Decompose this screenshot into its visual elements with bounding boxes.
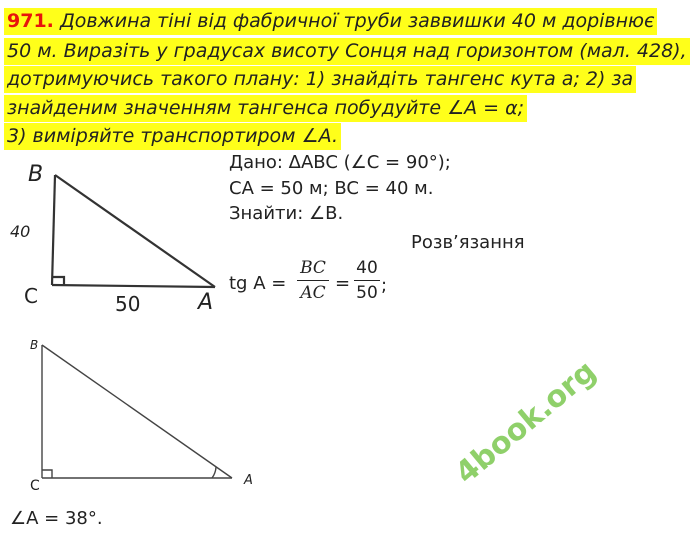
sketch1-label-c: C [24, 284, 38, 308]
sketch1-label-50: 50 [115, 292, 141, 316]
angle-arc [212, 467, 216, 478]
find-line: Знайти: ∠B. [229, 203, 344, 224]
equals-sign: = [335, 273, 351, 294]
sketch1-label-b: B [28, 162, 44, 187]
sketch1-label-a: A [198, 290, 214, 315]
side-ab [55, 175, 215, 287]
problem-line-5: 3) виміряйте транспортиром ∠A. [4, 123, 341, 150]
problem-line-4: знайденим значенням тангенса побудуйте ∠A = α; [4, 95, 527, 122]
side-bc [52, 175, 55, 285]
problem-line-1: 971. Довжина тіні від фабричної труби заввишки 40 м дорівнює [4, 8, 657, 35]
problem-number: 971. [7, 10, 54, 32]
sketch2-label-c: C [30, 478, 40, 494]
sketch-triangle-constructed [0, 335, 270, 505]
semicolon: ; [381, 275, 388, 296]
right-angle-mark [52, 277, 64, 285]
sketch1-label-40: 40 [10, 222, 31, 241]
given-line-1: Дано: ΔABC (∠C = 90°); [229, 152, 451, 173]
side-ca [52, 285, 215, 287]
tg-prefix: tg A = [229, 273, 287, 294]
sketch2-label-b: B [30, 338, 39, 352]
problem-line-2: 50 м. Виразіть у градусах висоту Сонця над горизонтом (мал. 428), [4, 38, 690, 65]
fraction-40-50: 40 50 [354, 258, 380, 303]
watermark: 4book.org [448, 353, 603, 492]
answer: ∠A = 38°. [10, 508, 103, 529]
solution-heading: Розв’язання [411, 232, 525, 253]
problem-line-3: дотримуючись такого плану: 1) знайдіть тангенс кута a; 2) за [4, 66, 636, 93]
given-line-2: CA = 50 м; BC = 40 м. [229, 178, 434, 199]
fraction-bc-ac: BC AC [297, 258, 329, 303]
sketch2-label-a: A [244, 473, 253, 488]
